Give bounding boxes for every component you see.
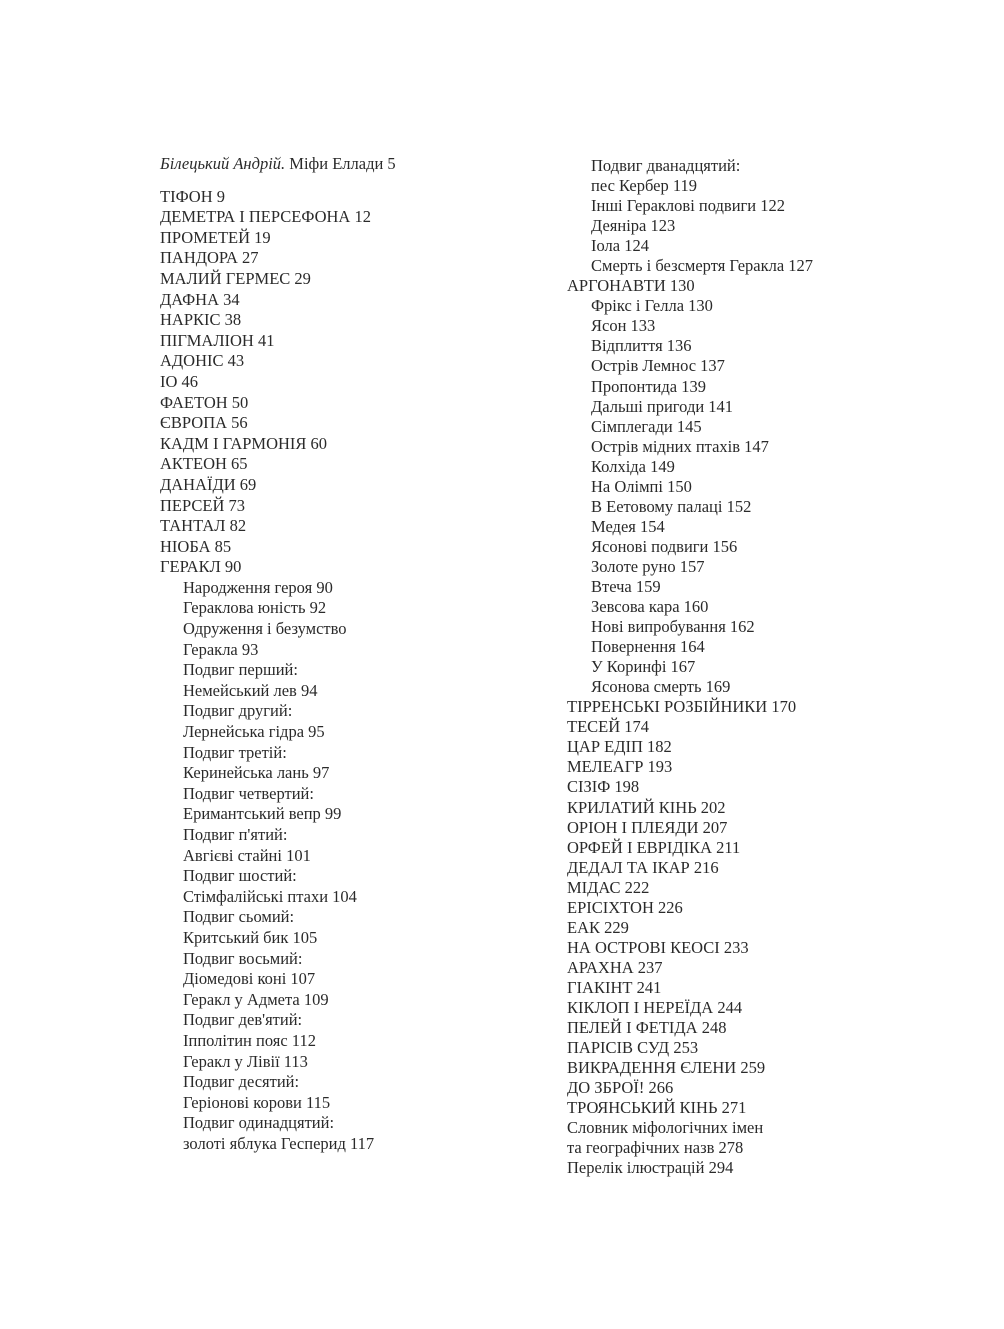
toc-entry: АДОНІС 43 [160,351,245,371]
toc-entry: ПЕРСЕЙ 73 [160,495,245,515]
toc-subentry: Подвиг дев'ятий: [183,1010,303,1030]
toc-subentry: Подвиг третій: [183,742,287,762]
toc-entry: КАДМ І ГАРМОНІЯ 60 [160,433,328,453]
toc-subentry: Авгієві стайні 101 [183,845,311,865]
toc-subentry: Зевсова кара 160 [591,597,709,617]
toc-subentry: Подвиг четвертий: [183,783,314,803]
toc-left-column [160,154,396,1155]
toc-subentry: Ясонова смерть 169 [591,677,731,697]
toc-entry: ДЕДАЛ ТА ІКАР 216 [567,857,719,877]
toc-header [160,154,396,175]
toc-subentry: Колхіда 149 [591,456,675,476]
toc-entry: ТІФОН 9 [160,186,226,206]
toc-subentry: Подвиг восьмий: [183,948,303,968]
toc-entry: Перелік ілюстрацій 294 [567,1158,734,1178]
toc-entry: ПЕЛЕЙ І ФЕТІДА 248 [567,1018,727,1038]
book-title: Міфи Еллади 5 [289,154,396,173]
toc-subentry: Медея 154 [591,516,665,536]
toc-entry: ДЕМЕТРА І ПЕРСЕФОНА 12 [160,207,371,227]
toc-subentry: Інші Гераклові подвиги 122 [591,196,786,216]
toc-subentry: Повернення 164 [591,637,705,657]
toc-entry: НІОБА 85 [160,536,232,556]
toc-subentry: Геракл у Адмета 109 [183,989,329,1009]
toc-entry: ГІАКІНТ 241 [567,977,662,997]
toc-right-list [567,156,813,1178]
toc-subentry: Іпполітин пояс 112 [183,1030,316,1050]
toc-entry: КРИЛАТИЙ КІНЬ 202 [567,797,726,817]
toc-entry: ЕАК 229 [567,917,629,937]
toc-entry: ПІГМАЛІОН 41 [160,330,275,350]
toc-subentry: Геріонові корови 115 [183,1092,331,1112]
toc-entry: НАРКІС 38 [160,310,242,330]
toc-entry: АКТЕОН 65 [160,454,248,474]
spacer [160,175,396,187]
toc-subentry: На Олімпі 150 [591,476,692,496]
toc-subentry: Немейський лев 94 [183,680,318,700]
toc-subentry: пес Кербер 119 [591,176,697,196]
toc-subentry: Геракл у Лівії 113 [183,1051,308,1071]
toc-left-list [160,187,396,1155]
toc-subentry: Сімплегади 145 [591,416,702,436]
toc-entry: ДАНАЇДИ 69 [160,474,257,494]
toc-entry: ТІРРЕНСЬКІ РОЗБІЙНИКИ 170 [567,697,797,717]
toc-subentry: Одруження і безумство [183,619,347,639]
toc-subentry: Лернейська гідра 95 [183,722,325,742]
toc-entry: ОРФЕЙ І ЕВРІДІКА 211 [567,837,741,857]
toc-entry: ПАРІСІВ СУД 253 [567,1038,699,1058]
toc-subentry: Подвиг п'ятий: [183,825,288,844]
toc-entry: ТЕСЕЙ 174 [567,717,650,737]
toc-entry: МЕЛЕАГР 193 [567,757,673,777]
toc-subentry: Еримантський вепр 99 [183,804,342,824]
toc-subentry: Керинейська лань 97 [183,763,330,783]
toc-entry: ТРОЯНСЬКИЙ КІНЬ 271 [567,1098,747,1118]
toc-entry: ПАНДОРА 27 [160,248,259,268]
toc-subentry: Смерть і безсмертя Геракла 127 [591,256,814,276]
toc-entry: ОРІОН І ПЛЕЯДИ 207 [567,817,728,837]
toc-entry: та географічних назв 278 [567,1138,744,1158]
toc-entry: МАЛИЙ ГЕРМЕС 29 [160,268,311,288]
toc-subentry: Гераклова юність 92 [183,598,327,618]
toc-entry: Словник міфологічних імен [567,1118,764,1138]
toc-subentry: Іола 124 [591,236,649,256]
toc-subentry: Ясонові подвиги 156 [591,536,738,556]
toc-subentry: У Коринфі 167 [591,657,696,677]
toc-subentry: Відплиття 136 [591,336,692,356]
toc-entry: ЦАР ЕДІП 182 [567,737,672,757]
toc-subentry: Подвиг одинадцятий: [183,1113,335,1133]
toc-right-column [567,156,813,1178]
toc-entry: ДО ЗБРОЇ! 266 [567,1078,674,1098]
toc-subentry: Подвиг сьомий: [183,907,295,927]
toc-subentry: Втеча 159 [591,576,661,596]
toc-entry: ГЕРАКЛ 90 [160,557,242,577]
toc-entry: ТАНТАЛ 82 [160,516,247,536]
toc-subentry: Фрікс і Гелла 130 [591,296,713,316]
toc-subentry: Стімфалійські птахи 104 [183,886,357,906]
toc-subentry: Ясон 133 [591,316,656,336]
toc-subentry: Острів мідних птахів 147 [591,436,769,456]
toc-entry: ВИКРАДЕННЯ ЄЛЕНИ 259 [567,1058,766,1078]
toc-subentry: Народження героя 90 [183,577,333,597]
toc-subentry: Подвиг шостий: [183,866,297,886]
toc-subentry: Золоте руно 157 [591,556,705,576]
toc-entry: НА ОСТРОВІ КЕОСІ 233 [567,937,749,957]
toc-subentry: Дальші пригоди 141 [591,396,734,416]
toc-entry: ІО 46 [160,371,199,391]
toc-subentry: Нові випробування 162 [591,617,755,637]
toc-entry: СІЗІФ 198 [567,777,640,797]
toc-subentry: Пропонтида 139 [591,376,706,396]
toc-entry: ЄВРОПА 56 [160,413,248,433]
toc-entry: ФАЕТОН 50 [160,392,249,412]
toc-subentry: Подвиг другий: [183,701,293,721]
toc-subentry: Подвиг дванадцятий: [591,156,741,175]
toc-entry: ПРОМЕТЕЙ 19 [160,227,271,247]
toc-entry: МІДАС 222 [567,877,650,897]
toc-entry: КІКЛОП І НЕРЕЇДА 244 [567,997,743,1017]
toc-subentry: В Еетовому палаці 152 [591,496,752,516]
toc-subentry: Критський бик 105 [183,927,318,947]
toc-entry: ЕРІСІХТОН 226 [567,897,683,917]
author-name: Білецький Андрій. [160,154,286,173]
toc-subentry: Геракла 93 [183,639,259,659]
toc-subentry: Острів Лемнос 137 [591,356,725,376]
toc-subentry: Подвиг перший: [183,660,298,680]
toc-entry: АРАХНА 237 [567,957,663,977]
toc-subentry: золоті яблука Гесперид 117 [183,1133,375,1153]
toc-subentry: Подвиг десятий: [183,1072,300,1092]
toc-entry: ДАФНА 34 [160,289,240,309]
toc-entry: АРГОНАВТИ 130 [567,276,695,296]
toc-subentry: Діомедові коні 107 [183,969,316,989]
toc-subentry: Деяніра 123 [591,216,676,236]
